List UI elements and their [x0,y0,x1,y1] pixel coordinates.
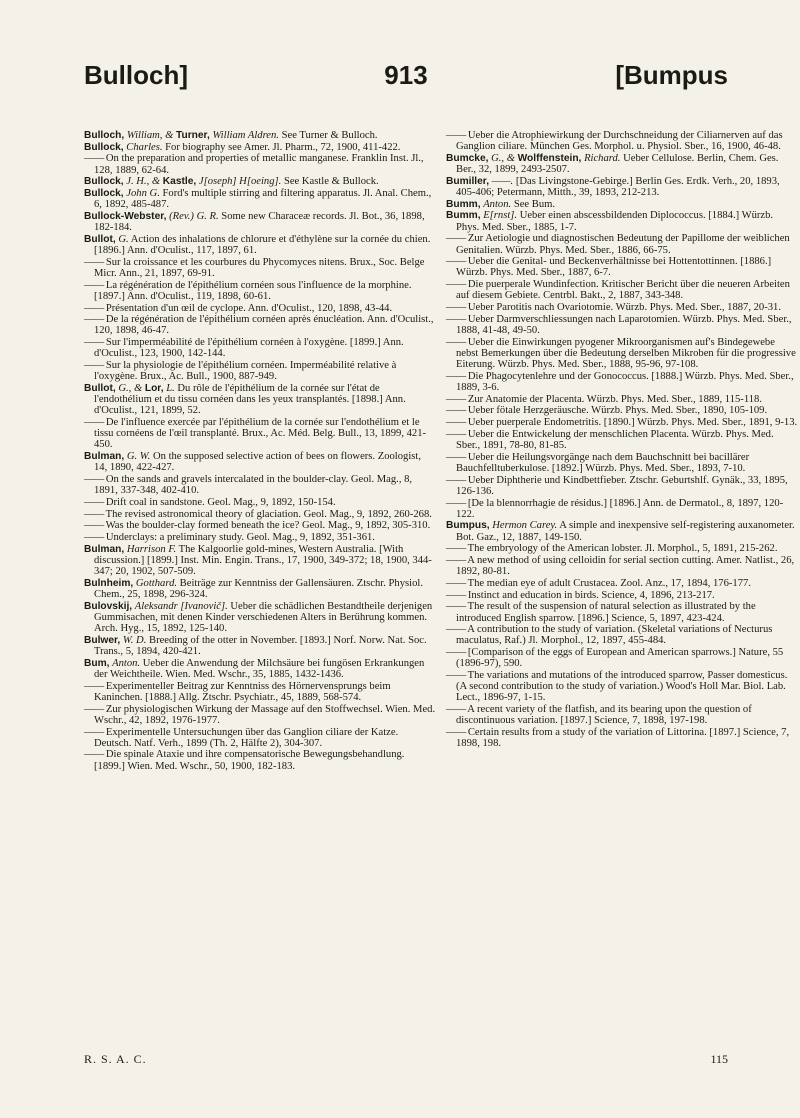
entry-continuation [84,303,436,314]
entry-author [84,601,436,635]
entry-text: Sur l'imperméabilité de l'épithélium cornéen à l'oxygène. [1899.] Ann. d'Oculist., 123, 1900, 142-144. [94,337,404,360]
entry-dash: —— [84,417,104,429]
author-name: Bum, [84,657,110,669]
entry-text: Ford's multiple stirring and filtering apparatus. Jl. Anal. Chem., 6, 1892, 485-487. [94,188,432,211]
entry-dash: —— [446,370,466,382]
entry-text: [Das Livingstone-Gebirge.] Berlin Ges. Erdk. Verh., 20, 1893, 405-406; Petermann, Mitth., 39, 1893, 212-213. [456,175,780,199]
entry-text: A recent variety of the flatfish, and its bearing upon the question of discontinuous variation. [1897.] Science, 7, 1898, 197-198. [456,704,752,727]
entry-text: Was the boulder-clay formed beneath the ice? Geol. Mag., 9, 1892, 305-310. [105,520,431,532]
author-given-name: Anton. [483,198,512,210]
entry-text: Sur la croissance et les courbures du Phycomyces nitens. Brux., Soc. Belge Micr. Ann., 21, 1897, 69-91. [94,256,425,279]
coauthor-given-name: J[oseph] H[oeing]. [198,176,282,188]
author-name: Bullock, [84,141,124,153]
author-given-name: J. H., & [126,176,161,188]
author-name: Bulman, [84,543,125,555]
entry-text: On the preparation and properties of metallic manganese. Franklin Inst. Jl., 128, 1889, 62-64. [94,153,424,176]
author-given-name: (Rev.) G. R. [169,210,219,222]
page-header [84,60,728,100]
author-name: Bumcke, [446,152,489,164]
entry-dash: —— [84,703,104,715]
coauthor-given-name: William Aldren. [212,130,279,141]
author-given-name: Anton. [112,657,141,669]
entry-continuation [446,279,798,301]
entry-dash: —— [446,647,466,659]
entry-dash: —— [446,405,466,417]
entry-text: See Turner & Bulloch. [281,130,378,141]
entry-continuation [446,394,798,405]
entry-text: [Comparison of the eggs of European and American sparrows.] Nature, 55 (1896-97), 590. [456,647,784,670]
entry-text: Zur Anatomie der Placenta. Würzb. Phys. Med. Sber., 1889, 115-118. [467,393,762,405]
entry-dash: —— [84,302,104,314]
entry-dash: —— [84,749,104,761]
author-name: Bumpus, [446,520,490,532]
author-name: Bumm, [446,210,481,222]
entry-continuation [84,153,436,175]
author-given-name: G., & [118,382,143,394]
entry-text: See Bum. [513,198,556,210]
entry-continuation [446,429,798,451]
entry-author [84,544,436,578]
entry-author [446,153,798,175]
coauthor-given-name: Richard. [584,152,621,164]
entry-dash: —— [84,726,104,738]
entry-text: The revised astronomical theory of glaciation. Geol. Mag., 9, 1892, 260-268. [105,508,432,520]
entry-dash: —— [84,279,104,291]
entry-continuation [84,704,436,726]
header-left-guide: Bulloch] [84,60,188,90]
entry-author [84,176,436,187]
entry-dash: —— [446,393,466,405]
entry-text: Experimenteller Beitrag zur Kenntniss des Hörnervensprungs beim Kaninchen. [1888.] Allg. Ztschr. Psychiatr., 45, 1889, 568-574. [94,680,391,703]
entry-continuation [84,520,436,531]
coauthor-name: Wolffenstein, [517,152,582,164]
author-given-name: Hermon Carey. [492,520,558,532]
entry-continuation [84,727,436,749]
author-name: Bullock, [84,176,124,188]
entry-text: On the sands and gravels intercalated in the boulder-clay. Geol. Mag., 8, 1891, 337-348, 402-410. [94,474,413,497]
entry-text: De la régénération de l'épithélium cornéen après énucléation. Ann. d'Oculist., 120, 1898, 46-47. [94,314,434,337]
entry-text: [De la blennorrhagie de résidus.] [1896.] Ann. de Dermatol., 8, 1897, 120-122. [456,497,784,520]
entry-continuation [446,624,798,646]
entry-continuation [84,474,436,496]
entry-continuation [84,532,436,543]
entry-dash: —— [84,337,104,349]
author-given-name: G., & [491,152,515,164]
entry-text: Die puerperale Wundinfection. Kritischer Bericht über die neueren Arbeiten auf diesem Gebiete. Centrbl. Bakt., 2, 1887, 343-348. [456,279,790,302]
entry-text: The median eye of adult Crustacea. Zool. Anz., 17, 1894, 176-177. [467,577,751,589]
entry-author [84,130,436,141]
entry-continuation [84,509,436,520]
entry-dash: —— [446,130,466,141]
entry-text: Breeding of the otter in November. [1893.] Norf. Norw. Nat. Soc. Trans., 5, 1894, 420-421. [94,634,427,658]
entry-dash: —— [446,727,466,739]
entry-text: Ueber Parotitis nach Ovariotomie. Würzb. Phys. Med. Sber., 1887, 20-31. [467,302,781,314]
entry-text: On the supposed selective action of bees on flowers. Zoologist, 14, 1890, 422-427. [94,451,421,474]
entry-text: For biography see Amer. Jl. Pharm., 72, 1900, 411-422. [165,141,401,153]
entry-continuation [446,498,798,520]
entry-dash: —— [446,497,466,509]
entry-text: Drift coal in sandstone. Geol. Mag., 9, 1892, 150-154. [105,497,336,508]
entry-continuation [446,452,798,474]
entry-text: Die spinale Ataxie und ihre compensatorische Bewegungsbehandlung. [1899.] Wien. Med. Wschr., 50, 1900, 182-183. [94,749,405,772]
entry-continuation [84,337,436,359]
entry-dash: —— [446,704,466,716]
entry-continuation [84,360,436,382]
entry-text: Sur la physiologie de l'épithélium cornéen. Imperméabilité relative à l'oxygène. Brux., Ac. Bull., 1900, 887-949. [94,360,397,383]
entry-dash: —— [446,601,466,613]
entry-text: Ueber die Heilungsvorgänge nach dem Bauchschnitt bei bacillärer Bauchfelltuberkulose. [1892.] Würzb. Phys. Med. Sber., 1893, 7-10. [456,451,750,474]
entry-author [84,658,436,680]
entry-text: Certain results from a study of the variation of Littorina. [1897.] Science, 7, 1898, 198. [456,727,790,750]
entry-dash: —— [84,360,104,372]
entry-continuation [446,704,798,726]
entry-author [446,176,798,198]
author-name: Bullock, [84,188,124,200]
entry-continuation [446,601,798,623]
entry-dash: —— [446,624,466,636]
entry-text: Ueber die Entwickelung der menschlichen Placenta. Würzb. Phys. Med. Sber., 1891, 78-80, 81-85. [456,428,774,451]
author-given-name: G. W. [126,451,151,463]
entry-text: Ueber die Einwirkungen pyogener Mikroorganismen auf's Bindegewebe nebst Bemerkungen über die Bedeutung derselben Mikroben für die progressive Eiterung. Würzb. Phys. Med. Sber., 1888, 95-96, 97-108. [456,336,796,371]
entry-text: The embryology of the American lobster. Jl. Morphol., 5, 1891, 215-262. [467,543,778,555]
entry-text: A simple and inexpensive self-registering auxanometer. Bot. Gaz., 12, 1887, 149-150. [456,520,795,543]
entry-continuation [446,727,798,749]
author-given-name: John G. [126,188,160,200]
coauthor-name: Lor, [144,382,164,394]
entry-text: Ueber die schädlichen Bestandtheile derjenigen Gummisachen, mit denen Kinder verschiedenen Alters in Berührung kommen. Arch. Hyg., 15, 1892, 125-140. [94,600,433,635]
entry-author [84,142,436,153]
entry-continuation [446,543,798,554]
entry-author [446,199,798,210]
entry-text: A contribution to the study of variation. (Skeletal variations of Necturus maculatus, Raf.) Jl. Morphol., 12, 1897, 455-484. [456,624,773,647]
author-name: Bulovskij, [84,600,133,612]
entry-text: Die Phagocytenlehre und der Gonococcus. [1888.] Würzb. Phys. Med. Sber., 1889, 3-6. [456,370,794,393]
right-column [446,130,798,750]
entry-text: See Kastle & Bullock. [283,176,379,188]
entry-author [446,520,798,542]
entry-text: Experimentelle Untersuchungen über das Ganglion ciliare der Katze. Deutsch. Natf. Verh., 1899 (Th. 2, Hälfte 2), 304-307. [94,726,399,749]
author-name: Bullot, [84,233,116,245]
author-name: Bullock-Webster, [84,210,167,222]
entry-text: Ueber Cellulose. Berlin, Chem. Ges. Ber., 32, 1899, 2493-2507. [456,152,779,176]
entry-text: Beiträge zur Kenntniss der Gallensäuren. Ztschr. Physiol. Chem., 25, 1898, 296-324. [94,577,423,601]
coauthor-name: Turner, [176,130,210,141]
entry-text: A new method of using celloidin for serial section cutting. Amer. Natlist., 26, 1892, 80-81. [456,555,795,578]
entry-text: Action des inhalations de chlorure et d'éthylène sur la cornée du chien. [1896.] Ann. d'Oculist., 117, 1897, 61. [94,233,431,257]
author-given-name: W. D. [122,634,147,646]
entry-continuation [446,578,798,589]
entry-continuation [446,475,798,497]
entry-continuation [446,233,798,255]
entry-text: Présentation d'un œil de cyclope. Ann. d'Oculist., 120, 1898, 43-44. [105,302,393,314]
entry-text: Ueber die Atrophiewirkung der Durchschneidung der Ciliarnerven auf das Ganglion ciliare. München Ges. Morphol. u. Physiol. Sber., 16, 1900, 46-48. [456,130,783,153]
entry-continuation [84,749,436,771]
entry-author [84,578,436,600]
entry-author [84,234,436,256]
entry-dash: —— [446,256,466,268]
author-given-name: ——. [491,175,514,187]
coauthor-given-name: L. [166,382,175,394]
footer-page-number: 115 [710,1052,728,1066]
entry-dash: —— [84,153,104,165]
entry-text: Ueber einen abscessbildenden Diplococcus. [1884.] Würzb. Phys. Med. Sber., 1885, 1-7. [456,210,774,233]
entry-text: Ueber Diphtherie und Kindbettfieber. Ztschr. Geburtshlf. Gynäk., 33, 1895, 126-136. [456,474,788,497]
left-column [84,130,436,772]
author-name: Bulman, [84,451,125,463]
entry-dash: —— [446,428,466,440]
entry-author [84,451,436,473]
header-right-guide: [Bumpus [615,60,728,90]
entry-text: Ueber die Anwendung der Milchsäure bei fungösen Erkrankungen der Weichtheile. Wien. Med. Wschr., 35, 1885, 1432-1436. [94,657,425,681]
entry-continuation [446,337,798,371]
coauthor-name: Kastle, [162,176,197,188]
entry-dash: —— [446,233,466,245]
entry-continuation [84,681,436,703]
entry-continuation [84,257,436,279]
footer-signature: R. S. A. C. [84,1052,147,1066]
entry-author [84,383,436,417]
author-name: Bulwer, [84,634,121,646]
entry-dash: —— [84,508,104,520]
author-given-name: G. [118,233,129,245]
author-given-name: Harrison F. [126,543,177,555]
page-number-header: 913 [384,60,428,90]
entry-text: The variations and mutations of the introduced sparrow, Passer domesticus. (A second contribution to the study of variation.) Wood's Holl Mar. Biol. Lab. Lect., 1896-97, 1-15. [456,670,788,704]
entry-dash: —— [84,474,104,486]
entry-dash: —— [446,474,466,486]
entry-dash: —— [446,577,466,589]
entry-continuation [446,647,798,669]
author-name: Bulnheim, [84,577,134,589]
entry-continuation [446,417,798,428]
entry-author [84,635,436,657]
entry-text: Some new Characeæ records. Jl. Bot., 36, 1898, 182-184. [94,210,425,234]
author-given-name: Gotthard. [135,577,178,589]
entry-text: De l'influence exercée par l'épithélium de la cornée sur l'endothélium et le tissu cornéens de l'œil transplanté. Brux., Ac. Méd. Belg. Bull., 13, 1899, 421-450. [94,417,427,451]
entry-author [84,188,436,210]
author-given-name: Charles. [126,141,163,153]
entry-dash: —— [84,520,104,532]
entry-text: La régénération de l'épithélium cornéen sous l'influence de la morphine. [1897.] Ann. d'Oculist., 119, 1898, 60-61. [94,279,412,302]
entry-continuation [84,417,436,451]
entry-dash: —— [446,417,466,429]
entry-dash: —— [84,497,104,508]
entry-dash: —— [446,451,466,463]
entry-continuation [84,314,436,336]
author-given-name: William, & [126,130,174,141]
entry-continuation [84,280,436,302]
entry-author [84,211,436,233]
entry-continuation [84,497,436,508]
entry-dash: —— [446,313,466,325]
entry-text: Du rôle de l'épithélium de la cornée sur l'état de l'endothélium et du tissu cornéen dans les yeux transplantés. [1898.] Ann. d'Oculist., 121, 1899, 52. [94,382,406,417]
author-name: Bumm, [446,198,481,210]
entry-dash: —— [446,670,466,682]
author-name: Bullot, [84,382,116,394]
entry-text: Ueber puerperale Endometritis. [1890.] Würzb. Phys. Med. Sber., 1891, 9-13. [467,417,798,429]
entry-continuation [446,590,798,601]
entry-text: Ueber fötale Herzgeräusche. Würzb. Phys. Med. Sber., 1890, 105-109. [467,405,768,417]
entry-continuation [446,130,798,152]
entry-text: Zur Aetiologie und diagnostischen Bedeutung der Papillome der weiblichen Genitalien. Würzb. Phys. Med. Sber., 1886, 66-75. [456,233,790,256]
entry-continuation [446,302,798,313]
entry-text: The result of the suspension of natural selection as illustrated by the introduced English sparrow. [1896.] Science, 5, 1897, 423-424. [456,601,756,624]
entry-continuation [446,371,798,393]
entry-dash: —— [84,256,104,268]
entry-continuation [446,670,798,704]
entry-text: Ueber die Genital- und Beckenverhältnisse bei Hottentottinnen. [1886.] Würzb. Phys. Med. Sber., 1887, 6-7. [456,256,772,279]
author-name: Bumiller, [446,175,490,187]
author-given-name: Aleksandr [Ivanovič]. [134,600,228,612]
entry-dash: —— [446,589,466,601]
entry-dash: —— [446,336,466,348]
entry-text: Underclays: a preliminary study. Geol. Mag., 9, 1892, 351-361. [105,532,375,544]
entry-dash: —— [446,543,466,555]
author-given-name: E[rnst]. [483,210,518,222]
entry-dash: —— [446,279,466,291]
entry-dash: —— [446,555,466,567]
entry-dash: —— [84,314,104,326]
entry-author [446,210,798,232]
entry-continuation [446,314,798,336]
entry-continuation [446,256,798,278]
author-name: Bulloch, [84,130,125,141]
entry-dash: —— [84,680,104,692]
entry-text: Instinct and education in birds. Science, 4, 1896, 213-217. [467,589,715,601]
entry-dash: —— [84,532,104,544]
entry-text: Ueber Darmverschliessungen nach Laparotomien. Würzb. Phys. Med. Sber., 1888, 41-48, 49-50. [456,313,792,336]
entry-text: Zur physiologischen Wirkung der Massage auf den Stoffwechsel. Wien. Med. Wschr., 42, 1892, 1976-1977. [94,703,436,726]
entry-continuation [446,405,798,416]
entry-text: The Kalgoorlie gold-mines, Western Australia. [With discussion.] [1899.] Inst. Min. Engin. Trans., 17, 1900, 349-372; 18, 1900, 344-347; 20, 1902, 507-509. [94,543,432,578]
entry-continuation [446,555,798,577]
entry-dash: —— [446,302,466,314]
